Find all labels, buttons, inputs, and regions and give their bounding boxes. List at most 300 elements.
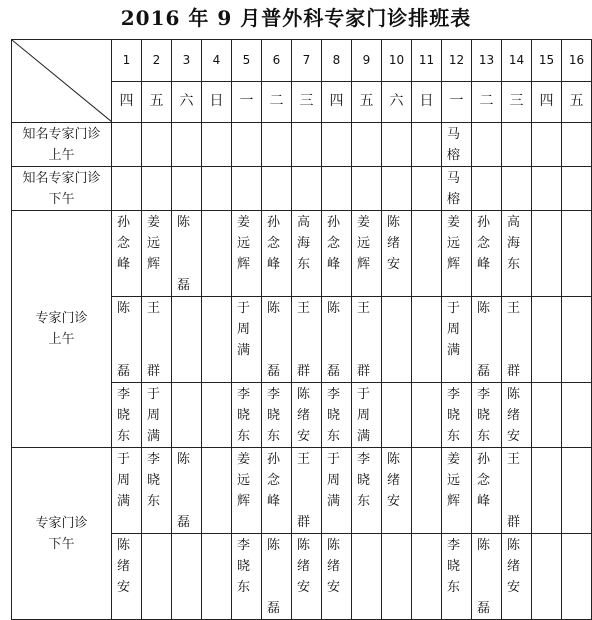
cell-char: 安 — [387, 494, 401, 509]
cell-char: 东 — [117, 429, 131, 444]
schedule-cell — [502, 297, 532, 383]
cell-char — [117, 319, 141, 340]
weekday: 六 — [172, 81, 202, 123]
schedule-cell — [202, 448, 232, 534]
weekday: 五 — [142, 81, 172, 123]
section-label-line: 专家门诊 — [35, 311, 88, 326]
cell-char: 王 — [507, 452, 521, 467]
cell-char: 马 — [447, 171, 461, 186]
cell-char: 磊 — [117, 364, 131, 379]
cell-char: 安 — [387, 257, 401, 272]
cell-char: 于 — [147, 387, 161, 402]
schedule-cell — [562, 211, 592, 297]
schedule-cell — [262, 383, 292, 448]
cell-char: 李 — [117, 387, 131, 402]
schedule-row — [12, 123, 592, 167]
cell-char: 陈 — [267, 301, 281, 316]
schedule-cell — [442, 297, 472, 383]
schedule-cell — [232, 297, 262, 383]
cell-char — [327, 340, 351, 361]
cell-char: 念 — [267, 236, 281, 251]
cell-char: 绪 — [387, 236, 401, 251]
cell-char: 陈 — [117, 538, 131, 553]
cell-char: 孙 — [477, 215, 491, 230]
schedule-cell — [382, 123, 412, 167]
cell-char: 姜 — [447, 452, 461, 467]
cell-char — [507, 491, 531, 512]
day-number: 11 — [412, 40, 442, 82]
cell-char — [267, 340, 291, 361]
schedule-cell — [532, 211, 562, 297]
cell-char: 孙 — [117, 215, 131, 230]
weekday: 一 — [442, 81, 472, 123]
schedule-cell — [202, 383, 232, 448]
schedule-table — [11, 39, 592, 620]
schedule-cell — [112, 211, 142, 297]
weekday: 三 — [292, 81, 322, 123]
schedule-cell — [292, 167, 322, 211]
cell-char: 晓 — [477, 408, 491, 423]
cell-char: 李 — [267, 387, 281, 402]
schedule-cell — [412, 383, 442, 448]
schedule-cell — [352, 448, 382, 534]
schedule-cell — [112, 383, 142, 448]
cell-char: 姜 — [237, 452, 251, 467]
schedule-cell — [232, 448, 262, 534]
schedule-cell — [442, 534, 472, 620]
cell-char — [507, 319, 531, 340]
cell-char: 陈 — [387, 215, 401, 230]
cell-char: 高 — [507, 215, 521, 230]
cell-char: 安 — [117, 580, 131, 595]
schedule-cell — [532, 534, 562, 620]
cell-char: 晓 — [267, 408, 281, 423]
cell-char — [267, 577, 291, 598]
schedule-cell — [262, 297, 292, 383]
cell-char: 磊 — [267, 364, 281, 379]
schedule-cell — [562, 167, 592, 211]
cell-char: 远 — [357, 236, 371, 251]
schedule-cell — [412, 123, 442, 167]
schedule-cell — [172, 211, 202, 297]
cell-char: 李 — [357, 452, 371, 467]
day-number: 12 — [442, 40, 472, 82]
day-number: 5 — [232, 40, 262, 82]
cell-char: 马 — [447, 127, 461, 142]
schedule-cell — [352, 534, 382, 620]
header-corner — [12, 40, 112, 123]
schedule-cell — [412, 448, 442, 534]
cell-char: 满 — [447, 343, 461, 358]
cell-char: 远 — [447, 473, 461, 488]
schedule-cell — [532, 123, 562, 167]
schedule-cell — [142, 167, 172, 211]
weekday: 五 — [562, 81, 592, 123]
cell-char: 东 — [147, 494, 161, 509]
schedule-cell — [292, 448, 322, 534]
schedule-cell — [382, 297, 412, 383]
weekday: 二 — [262, 81, 292, 123]
section-label — [12, 211, 112, 448]
schedule-cell — [232, 534, 262, 620]
schedule-cell — [352, 123, 382, 167]
schedule-cell — [112, 123, 142, 167]
cell-char: 辉 — [447, 257, 461, 272]
schedule-cell — [202, 211, 232, 297]
schedule-cell — [262, 211, 292, 297]
cell-char: 陈 — [327, 301, 341, 316]
section-label — [12, 167, 112, 211]
cell-char: 孙 — [267, 215, 281, 230]
cell-char: 磊 — [177, 515, 191, 530]
cell-char: 东 — [447, 580, 461, 595]
cell-char: 群 — [297, 515, 311, 530]
cell-char — [477, 577, 501, 598]
cell-char: 群 — [357, 364, 371, 379]
day-number: 6 — [262, 40, 292, 82]
cell-char: 辉 — [237, 494, 251, 509]
cell-char: 周 — [147, 408, 161, 423]
schedule-cell — [442, 167, 472, 211]
cell-char: 李 — [147, 452, 161, 467]
cell-char: 晓 — [237, 408, 251, 423]
cell-char: 满 — [237, 343, 251, 358]
cell-char: 孙 — [267, 452, 281, 467]
cell-char — [357, 319, 381, 340]
cell-char: 姜 — [147, 215, 161, 230]
schedule-cell — [382, 167, 412, 211]
schedule-cell — [382, 448, 412, 534]
cell-char: 晓 — [327, 408, 341, 423]
section-label-line: 知名专家门诊 — [22, 170, 101, 186]
schedule-cell — [292, 534, 322, 620]
cell-char: 王 — [507, 301, 521, 316]
cell-char: 绪 — [387, 473, 401, 488]
day-number: 8 — [322, 40, 352, 82]
cell-char: 东 — [447, 429, 461, 444]
cell-char: 峰 — [477, 494, 491, 509]
cell-char: 绪 — [507, 408, 521, 423]
cell-char: 于 — [357, 387, 371, 402]
schedule-cell — [412, 167, 442, 211]
schedule-cell — [502, 123, 532, 167]
schedule-cell — [262, 448, 292, 534]
cell-char: 满 — [327, 494, 341, 509]
schedule-cell — [472, 534, 502, 620]
schedule-cell — [502, 211, 532, 297]
cell-char — [477, 340, 501, 361]
weekday: 日 — [202, 81, 232, 123]
schedule-cell — [262, 534, 292, 620]
cell-char: 群 — [297, 364, 311, 379]
schedule-cell — [472, 211, 502, 297]
schedule-cell — [412, 211, 442, 297]
schedule-cell — [292, 297, 322, 383]
cell-char: 陈 — [177, 452, 191, 467]
cell-char: 磊 — [177, 278, 191, 293]
schedule-cell — [142, 297, 172, 383]
cell-char: 峰 — [327, 257, 341, 272]
day-number: 10 — [382, 40, 412, 82]
cell-char — [477, 319, 501, 340]
schedule-cell — [562, 383, 592, 448]
schedule-cell — [292, 211, 322, 297]
schedule-cell — [322, 167, 352, 211]
weekday: 五 — [352, 81, 382, 123]
schedule-row — [12, 448, 592, 534]
day-number: 15 — [532, 40, 562, 82]
schedule-cell — [232, 211, 262, 297]
schedule-cell — [322, 534, 352, 620]
cell-char: 安 — [297, 580, 311, 595]
cell-char: 满 — [357, 429, 371, 444]
cell-char — [267, 556, 291, 577]
schedule-cell — [262, 167, 292, 211]
cell-char: 陈 — [477, 538, 491, 553]
cell-char: 陈 — [117, 301, 131, 316]
schedule-cell — [112, 167, 142, 211]
cell-char: 姜 — [237, 215, 251, 230]
cell-char: 满 — [147, 429, 161, 444]
cell-char: 东 — [327, 429, 341, 444]
schedule-cell — [202, 123, 232, 167]
section-label — [12, 123, 112, 167]
cell-char: 海 — [507, 236, 521, 251]
cell-char: 磊 — [327, 364, 341, 379]
weekday: 四 — [112, 81, 142, 123]
cell-char: 周 — [237, 322, 251, 337]
schedule-cell — [112, 534, 142, 620]
cell-char: 绪 — [117, 559, 131, 574]
cell-char: 于 — [237, 301, 251, 316]
cell-char: 峰 — [267, 494, 281, 509]
schedule-cell — [232, 123, 262, 167]
cell-char: 李 — [447, 387, 461, 402]
cell-char: 满 — [117, 494, 131, 509]
cell-char — [357, 340, 381, 361]
cell-char: 姜 — [447, 215, 461, 230]
cell-char: 陈 — [267, 538, 281, 553]
schedule-cell — [322, 448, 352, 534]
schedule-cell — [532, 167, 562, 211]
cell-char: 孙 — [327, 215, 341, 230]
cell-char: 周 — [327, 473, 341, 488]
weekday: 四 — [322, 81, 352, 123]
cell-char: 安 — [507, 580, 521, 595]
schedule-cell — [172, 448, 202, 534]
schedule-cell — [382, 534, 412, 620]
cell-char: 辉 — [237, 257, 251, 272]
schedule-cell — [172, 297, 202, 383]
schedule-cell — [112, 448, 142, 534]
weekday: 一 — [232, 81, 262, 123]
cell-char: 群 — [507, 515, 521, 530]
cell-char: 周 — [447, 322, 461, 337]
cell-char: 李 — [447, 538, 461, 553]
schedule-cell — [412, 534, 442, 620]
cell-char — [267, 319, 291, 340]
cell-char — [177, 470, 201, 491]
cell-char — [297, 319, 321, 340]
cell-char: 陈 — [327, 538, 341, 553]
schedule-cell — [322, 211, 352, 297]
cell-char: 海 — [297, 236, 311, 251]
cell-char: 东 — [357, 494, 371, 509]
cell-char: 榕 — [447, 192, 461, 207]
cell-char: 远 — [237, 236, 251, 251]
schedule-cell — [352, 383, 382, 448]
schedule-cell — [262, 123, 292, 167]
cell-char: 王 — [297, 301, 311, 316]
cell-char: 李 — [477, 387, 491, 402]
schedule-cell — [292, 123, 322, 167]
day-number: 3 — [172, 40, 202, 82]
schedule-cell — [532, 448, 562, 534]
cell-char: 晓 — [117, 408, 131, 423]
schedule-row — [12, 167, 592, 211]
cell-char: 高 — [297, 215, 311, 230]
schedule-cell — [112, 297, 142, 383]
schedule-cell — [442, 448, 472, 534]
schedule-cell — [472, 448, 502, 534]
schedule-cell — [442, 383, 472, 448]
day-number: 14 — [502, 40, 532, 82]
schedule-cell — [172, 383, 202, 448]
schedule-cell — [382, 383, 412, 448]
cell-char: 李 — [327, 387, 341, 402]
cell-char — [507, 340, 531, 361]
cell-char — [297, 340, 321, 361]
cell-char: 磊 — [267, 601, 281, 616]
cell-char: 东 — [507, 257, 521, 272]
cell-char: 晓 — [447, 559, 461, 574]
cell-char: 王 — [147, 301, 161, 316]
cell-char: 峰 — [267, 257, 281, 272]
schedule-cell — [562, 123, 592, 167]
schedule-cell — [142, 211, 172, 297]
cell-char — [477, 556, 501, 577]
weekday: 四 — [532, 81, 562, 123]
cell-char: 东 — [237, 580, 251, 595]
cell-char: 远 — [447, 236, 461, 251]
schedule-cell — [472, 383, 502, 448]
cell-char: 李 — [237, 538, 251, 553]
schedule-cell — [382, 211, 412, 297]
cell-char — [117, 340, 141, 361]
cell-char: 陈 — [297, 538, 311, 553]
cell-char — [147, 319, 171, 340]
cell-char: 孙 — [477, 452, 491, 467]
cell-char: 东 — [297, 257, 311, 272]
cell-char: 念 — [267, 473, 281, 488]
cell-char: 绪 — [507, 559, 521, 574]
corner-diagonal — [12, 40, 111, 122]
section-label-line: 下午 — [48, 191, 75, 207]
cell-char: 陈 — [297, 387, 311, 402]
cell-char: 辉 — [147, 257, 161, 272]
cell-char: 念 — [477, 473, 491, 488]
cell-char: 远 — [237, 473, 251, 488]
schedule-cell — [472, 167, 502, 211]
schedule-cell — [142, 123, 172, 167]
schedule-cell — [412, 297, 442, 383]
schedule-cell — [232, 383, 262, 448]
cell-char — [297, 470, 321, 491]
schedule-cell — [172, 534, 202, 620]
day-number: 1 — [112, 40, 142, 82]
day-number: 13 — [472, 40, 502, 82]
day-number: 4 — [202, 40, 232, 82]
cell-char: 周 — [357, 408, 371, 423]
schedule-cell — [142, 534, 172, 620]
cell-char: 晓 — [447, 408, 461, 423]
cell-char: 安 — [507, 429, 521, 444]
cell-char: 磊 — [477, 364, 491, 379]
cell-char: 李 — [237, 387, 251, 402]
schedule-cell — [292, 383, 322, 448]
cell-char: 绪 — [327, 559, 341, 574]
schedule-cell — [442, 211, 472, 297]
schedule-cell — [502, 167, 532, 211]
cell-char: 峰 — [117, 257, 131, 272]
cell-char — [297, 491, 321, 512]
cell-char: 姜 — [357, 215, 371, 230]
weekday: 三 — [502, 81, 532, 123]
cell-char: 群 — [147, 364, 161, 379]
page-title: 2016 年 9 月普外科专家门诊排班表 — [120, 6, 472, 30]
cell-char: 陈 — [507, 387, 521, 402]
schedule-cell — [322, 297, 352, 383]
cell-char: 于 — [327, 452, 341, 467]
cell-char: 绪 — [297, 559, 311, 574]
schedule-cell — [502, 448, 532, 534]
cell-char — [147, 340, 171, 361]
cell-char: 陈 — [387, 452, 401, 467]
schedule-cell — [352, 297, 382, 383]
cell-char: 峰 — [477, 257, 491, 272]
cell-char — [177, 233, 201, 254]
day-number: 9 — [352, 40, 382, 82]
schedule-cell — [142, 448, 172, 534]
weekday: 六 — [382, 81, 412, 123]
section-label-line: 下午 — [48, 536, 75, 552]
section-label — [12, 448, 112, 620]
schedule-cell — [322, 123, 352, 167]
cell-char: 磊 — [477, 601, 491, 616]
header-row-days — [12, 40, 592, 82]
schedule-cell — [442, 123, 472, 167]
schedule-cell — [472, 297, 502, 383]
schedule-cell — [202, 297, 232, 383]
cell-char: 念 — [117, 236, 131, 251]
schedule-cell — [142, 383, 172, 448]
section-label-line: 上午 — [48, 147, 75, 163]
cell-char: 陈 — [177, 215, 191, 230]
schedule-cell — [352, 167, 382, 211]
schedule-cell — [472, 123, 502, 167]
schedule-cell — [172, 167, 202, 211]
schedule-cell — [562, 297, 592, 383]
cell-char — [177, 491, 201, 512]
cell-char: 东 — [237, 429, 251, 444]
cell-char: 东 — [477, 429, 491, 444]
cell-char: 远 — [147, 236, 161, 251]
section-label-line: 专家门诊 — [35, 515, 88, 531]
schedule-cell — [532, 383, 562, 448]
cell-char — [327, 319, 351, 340]
cell-char: 于 — [447, 301, 461, 316]
section-label-line: 知名专家门诊 — [22, 126, 101, 142]
